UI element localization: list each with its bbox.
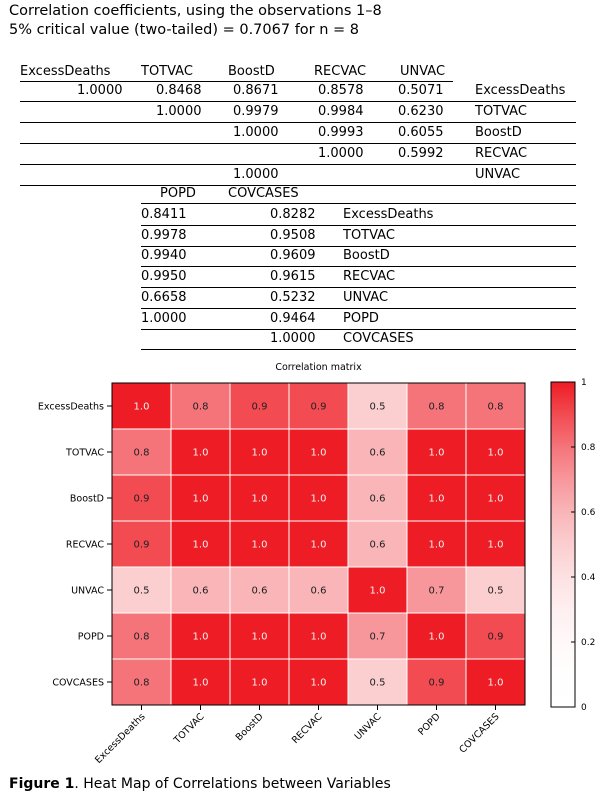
header-line-1: Correlation coefficients, using the observations 1–8 (9, 3, 382, 19)
heatmap-cell-label: 1.0 (428, 493, 445, 505)
table2-col-header: COVCASES (228, 186, 299, 201)
y-tick-label: COVCASES (52, 677, 104, 689)
table2-row (0, 226, 580, 247)
x-tick-label: TOTVAC (172, 711, 207, 746)
table1-value: 1.0000 (156, 104, 202, 119)
heatmap-cell-label: 0.5 (487, 585, 504, 597)
figure-caption (9, 776, 391, 792)
table1-value: 0.5071 (398, 83, 444, 98)
table2-row (0, 288, 580, 309)
table1-row (0, 165, 580, 186)
table1-row (0, 144, 580, 165)
x-tick-label: COVCASES (457, 711, 502, 756)
heatmap-cell-label: 1.0 (310, 631, 327, 643)
table2-row-label: TOTVAC (343, 227, 395, 243)
table2-header-row (0, 184, 580, 205)
heatmap-cell-label: 0.8 (192, 401, 209, 413)
header-line-2: 5% critical value (two-tailed) = 0.7067 for n = 8 (9, 22, 360, 38)
heatmap-cell-label: 0.6 (251, 585, 268, 597)
table1-value: 0.5992 (398, 146, 444, 161)
table1-value: 1.0000 (77, 83, 123, 98)
heatmap-cell-label: 0.9 (310, 401, 327, 413)
heatmap-cell-label: 1.0 (192, 677, 209, 689)
colorbar-tick-label: 0 (581, 703, 587, 713)
heatmap-cell-label: 0.9 (428, 677, 445, 689)
heatmap-cell-label: 0.7 (369, 631, 386, 643)
table2-bottom-rule (141, 349, 576, 350)
table2-value: 0.9615 (270, 269, 316, 285)
heatmap-cell-label: 0.7 (428, 585, 445, 597)
heatmap-cell-label: 1.0 (251, 539, 268, 551)
heatmap-cell-label: 0.9 (133, 493, 150, 505)
heatmap-cell-label: 0.6 (369, 539, 386, 551)
table1-value: 0.6230 (398, 104, 444, 119)
chart-title: Correlation matrix (275, 362, 362, 373)
table2-value: 0.9464 (270, 310, 316, 326)
table1-row (0, 81, 580, 102)
x-tick-label: BoostD (233, 711, 266, 744)
table2-value: 0.9609 (270, 248, 316, 264)
heatmap-cell-label: 0.6 (192, 585, 209, 597)
table1-value: 0.6055 (398, 125, 444, 140)
table2-row (0, 309, 580, 330)
table1-header-row (0, 62, 580, 83)
x-tick-label: RECVAC (289, 711, 325, 747)
correlation-heatmap (0, 356, 599, 774)
table1-row-label: TOTVAC (475, 104, 527, 119)
table2-value: 1.0000 (141, 310, 187, 326)
heatmap-cell-label: 0.9 (133, 539, 150, 551)
heatmap-cell-label: 0.9 (487, 631, 504, 643)
heatmap-cell-label: 1.0 (487, 677, 504, 689)
table2-value: 0.8282 (270, 207, 316, 222)
colorbar-tick-label: 0.8 (581, 443, 596, 453)
heatmap-cell-label: 1.0 (251, 447, 268, 459)
heatmap-cell-label: 0.8 (133, 447, 150, 459)
table2-value: 0.5232 (270, 289, 316, 305)
heatmap-cell-label: 1.0 (487, 493, 504, 505)
y-tick-label: RECVAC (65, 539, 104, 551)
heatmap-cell-label: 1.0 (487, 539, 504, 551)
heatmap-cell-label: 1.0 (192, 493, 209, 505)
table1-value: 1.0000 (318, 146, 364, 161)
heatmap-cell-label: 1.0 (487, 447, 504, 459)
heatmap-cell-label: 1.0 (428, 631, 445, 643)
colorbar-tick-label: 0.4 (581, 573, 596, 583)
table2-row-label: ExcessDeaths (343, 207, 434, 222)
table2-value: 0.9940 (141, 248, 187, 264)
table2-value: 1.0000 (270, 331, 316, 347)
heatmap-cell-label: 1.0 (133, 401, 150, 413)
table1-value: 0.9993 (318, 125, 364, 140)
table1-value: 1.0000 (233, 167, 279, 182)
heatmap-cell-label: 1.0 (428, 447, 445, 459)
table1-value: 0.8578 (318, 83, 364, 98)
heatmap-cell-label: 1.0 (192, 447, 209, 459)
heatmap-cell-label: 1.0 (251, 493, 268, 505)
table2-row-label: RECVAC (343, 269, 396, 285)
colorbar (551, 382, 575, 707)
heatmap-cell-label: 0.5 (369, 677, 386, 689)
table1-col-header: RECVAC (314, 64, 367, 79)
y-tick-label: TOTVAC (66, 447, 104, 459)
heatmap-cell-label: 0.8 (487, 401, 504, 413)
figure-caption-prefix: Figure 1 (9, 776, 75, 792)
heatmap-cell-label: 1.0 (251, 631, 268, 643)
table1-col-header: UNVAC (400, 64, 446, 79)
table2-row (0, 205, 580, 226)
figure-caption-text: . Heat Map of Correlations between Variables (74, 776, 391, 792)
table2-row-label: UNVAC (343, 289, 389, 305)
heatmap-cell-label: 1.0 (310, 493, 327, 505)
heatmap-cell-label: 1.0 (192, 539, 209, 551)
table1-value: 0.8468 (156, 83, 202, 98)
table1-row (0, 102, 580, 123)
table2-row-label: BoostD (343, 248, 390, 264)
heatmap-cell-label: 1.0 (310, 539, 327, 551)
heatmap-cell-label: 0.9 (251, 401, 268, 413)
heatmap-cell-label: 0.6 (369, 493, 386, 505)
table2-value: 0.6658 (141, 289, 187, 305)
table1-col-header: BoostD (228, 64, 275, 79)
table1-col-header: ExcessDeaths (20, 64, 111, 79)
x-tick-label: UNVAC (352, 711, 384, 743)
table2-row (0, 267, 580, 288)
x-tick-label: POPD (416, 711, 443, 738)
heatmap-cell-label: 1.0 (310, 447, 327, 459)
table2-value: 0.8411 (141, 207, 187, 222)
table1-row-label: ExcessDeaths (475, 83, 566, 98)
table2-row (0, 329, 580, 350)
heatmap-cell-label: 0.5 (133, 585, 150, 597)
heatmap-cell-label: 1.0 (369, 585, 386, 597)
heatmap-cell-label: 0.6 (310, 585, 327, 597)
table1-value: 0.8671 (233, 83, 279, 98)
table2-row-label: COVCASES (343, 331, 414, 347)
heatmap-cell-label: 1.0 (310, 677, 327, 689)
table2-value: 0.9978 (141, 227, 187, 243)
table2-header-rule (141, 203, 576, 204)
table2-row-label: POPD (343, 310, 379, 326)
y-tick-label: UNVAC (71, 585, 104, 597)
table1-value: 0.9984 (318, 104, 364, 119)
heatmap-cell-label: 0.8 (428, 401, 445, 413)
table2-row (0, 246, 580, 267)
heatmap-cell-label: 0.5 (369, 401, 386, 413)
x-tick-label: ExcessDeaths (93, 711, 148, 766)
table2-col-header: POPD (160, 186, 196, 201)
colorbar-tick-label: 1 (581, 378, 587, 388)
colorbar-tick-label: 0.6 (581, 508, 596, 518)
heatmap-cell-label: 1.0 (192, 631, 209, 643)
table1-value: 1.0000 (233, 125, 279, 140)
table1-row (0, 123, 580, 144)
heatmap-cell-label: 0.8 (133, 631, 150, 643)
heatmap-cell-label: 1.0 (251, 677, 268, 689)
table2-value: 0.9950 (141, 269, 187, 285)
table1-row-label: BoostD (475, 125, 522, 140)
colorbar-tick-label: 0.2 (581, 638, 596, 648)
table1-row-label: UNVAC (475, 167, 521, 182)
y-tick-label: POPD (77, 631, 104, 643)
table2-value: 0.9508 (270, 227, 316, 243)
table1-col-header: TOTVAC (141, 64, 193, 79)
heatmap-cell-label: 0.8 (133, 677, 150, 689)
heatmap-cell-label: 1.0 (428, 539, 445, 551)
y-tick-label: BoostD (69, 493, 104, 505)
heatmap-cell-label: 0.6 (369, 447, 386, 459)
y-tick-label: ExcessDeaths (37, 401, 104, 413)
table1-row-label: RECVAC (475, 146, 528, 161)
table1-value: 0.9979 (233, 104, 279, 119)
